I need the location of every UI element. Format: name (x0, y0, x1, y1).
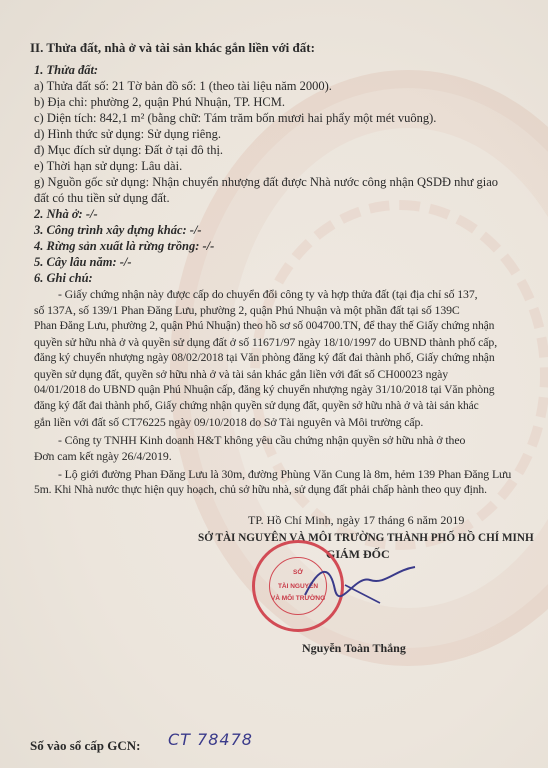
perennial-item: 5. Cây lâu năm: -/- (34, 255, 132, 269)
note-paragraph-1-line: quyền sử dụng đất, quyền sở hữu nhà ở và tài sản khác gắn liền với đất số CH00023 ngày (34, 367, 449, 381)
land-area: c) Diện tích: 842,1 m² (bằng chữ: Tám trăm bốn mươi hai phẩy một mét vuông). (34, 111, 437, 125)
land-usage-form: d) Hình thức sử dụng: Sử dụng riêng. (34, 127, 221, 141)
land-parcel-number: a) Thửa đất số: 21 Tờ bản đồ số: 1 (theo tài liệu năm 2000). (34, 79, 332, 93)
house-item: 2. Nhà ở: -/- (34, 207, 98, 221)
note-paragraph-1-line: Phan Đăng Lưu, phường 2, quận Phú Nhuận) theo hồ sơ số 004700.TN, để thay thế Giấy chứng nhận (34, 319, 495, 332)
land-origin-line1: g) Nguồn gốc sử dụng: Nhận chuyển nhượng đất được Nhà nước công nhận QSDĐ như giao (34, 175, 499, 189)
note-paragraph-1-line: đăng ký chuyển nhượng ngày 08/02/2018 tại Văn phòng đăng ký đất đai thành phố, Giấy chứng nhận (34, 351, 495, 364)
note-paragraph-2-line: - Công ty TNHH Kinh doanh H&T không yêu cầu chứng nhận quyền sở hữu nhà ở theo (58, 433, 466, 447)
note-paragraph-2-line: Đơn cam kết ngày 26/4/2019. (34, 449, 172, 463)
place-date: TP. Hồ Chí Minh, ngày 17 tháng 6 năm 2019 (248, 513, 465, 527)
handwritten-signature (300, 555, 420, 615)
signer-position: GIÁM ĐỐC (326, 547, 390, 561)
forest-item: 4. Rừng sản xuất là rừng trồng: -/- (34, 239, 215, 253)
note-paragraph-1-line: - Giấy chứng nhận này được cấp do chuyển đổi công ty và hợp thửa đất (tại địa chỉ số 137, (58, 287, 478, 301)
land-usage-term: e) Thời hạn sử dụng: Lâu dài. (34, 159, 183, 173)
note-paragraph-1-line: số 137A, số 139/1 Phan Đăng Lưu, phường 2, quận Phú Nhuận và một phần đất tại số 139C (34, 303, 460, 317)
note-paragraph-3-line: 5m. Khi Nhà nước thực hiện quy hoạch, chủ sở hữu nhà, sử dụng đất phải chấp hành theo quy định. (34, 483, 487, 496)
note-paragraph-3-line: - Lộ giới đường Phan Đăng Lưu là 30m, đường Phùng Văn Cung là 8m, hẻm 139 Phan Đăng Lưu (58, 467, 512, 481)
notes-heading: 6. Ghi chú: (34, 271, 93, 285)
stamp-text: TÀI NGUYÊN (277, 583, 319, 590)
gcn-register-number: CT 78478 (168, 730, 253, 749)
land-origin-line2: đất có thu tiền sử dụng đất. (34, 191, 170, 205)
land-usage-purpose: đ) Mục đích sử dụng: Đất ở tại đô thị. (34, 143, 224, 157)
land-heading: 1. Thửa đất: (34, 63, 99, 77)
signer-name: Nguyễn Toàn Thắng (302, 641, 406, 655)
note-paragraph-1-line: đăng ký đất đai thành phố, Giấy chứng nhận quyền sử dụng đất, quyền sở hữu nhà ở và tài sản khác (34, 400, 479, 412)
stamp-text: SỞ (293, 569, 303, 576)
note-paragraph-1-line: gắn liền với đất số CT76225 ngày 09/10/2018 do Sở Tài nguyên và Môi trường cấp. (34, 415, 424, 429)
stamp-text: VÀ MÔI TRƯỜNG (270, 595, 326, 602)
gcn-register-label: Số vào sổ cấp GCN: (30, 738, 141, 753)
issuing-authority: SỞ TÀI NGUYÊN VÀ MÔI TRƯỜNG THÀNH PHỐ HỒ CHÍ MINH (198, 532, 534, 544)
land-address: b) Địa chỉ: phường 2, quận Phú Nhuận, TP. HCM. (34, 95, 285, 109)
note-paragraph-1-line: quyền sử hữu nhà ở và quyền sử dụng đất ở số 11671/97 ngày 18/10/1997 do UBND thành phố cấp, (34, 335, 498, 349)
construction-item: 3. Công trình xây dựng khác: -/- (34, 223, 202, 237)
note-paragraph-1-line: 04/01/2018 do UBND quận Phú Nhuận cấp, đăng ký chuyển nhượng ngày 31/10/2018 tại Văn phòng (34, 383, 495, 396)
section-title: II. Thửa đất, nhà ở và tài sản khác gắn liền với đất: (30, 40, 315, 55)
